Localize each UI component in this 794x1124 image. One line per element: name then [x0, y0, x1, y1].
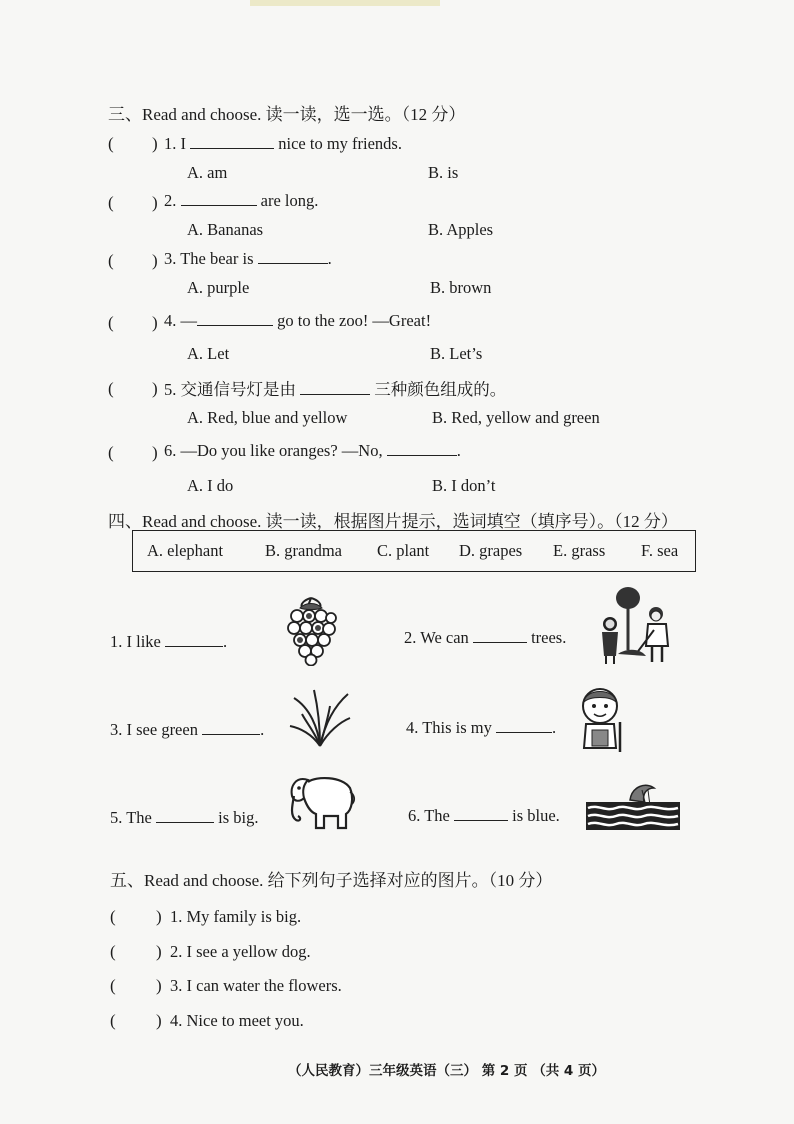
- answer-paren-open: (: [108, 134, 114, 153]
- question-text: 2.: [164, 191, 177, 210]
- word-option: E. grass: [553, 541, 606, 560]
- answer-blank[interactable]: [496, 718, 552, 733]
- answer-paren-open: (: [108, 313, 114, 332]
- question-text: go to the zoo! —Great!: [277, 311, 432, 330]
- grass-icon: [288, 688, 352, 748]
- answer-blank[interactable]: [156, 808, 214, 823]
- grapes-icon: [284, 596, 338, 666]
- picture-item-3: [110, 720, 264, 740]
- answer-paren-open: (: [110, 907, 116, 926]
- answer-blank[interactable]: [300, 380, 370, 395]
- option-b[interactable]: B. is: [428, 163, 459, 182]
- picture-item-5: [110, 808, 258, 828]
- answer-paren-close: ): [152, 313, 158, 332]
- answer-paren-open: (: [108, 193, 114, 212]
- item-text: 6. The: [408, 806, 450, 825]
- picture-item-2: [404, 628, 566, 648]
- section5-title: 五、Read and choose. 给下列句子选择对应的图片。（10 分）: [110, 871, 553, 890]
- answer-paren-close: ): [152, 251, 158, 270]
- item-text: .: [552, 718, 557, 737]
- answer-blank[interactable]: [202, 720, 260, 735]
- answer-paren-open: (: [108, 251, 114, 270]
- answer-blank[interactable]: [165, 632, 223, 647]
- item-text: is big.: [218, 808, 259, 827]
- answer-paren-open: (: [110, 942, 116, 961]
- match-item-1: 1. My family is big.: [170, 907, 302, 926]
- option-b[interactable]: B. I don’t: [432, 476, 496, 495]
- page-footer: （人民教育）三年级英语（三） 第 2 页 （共 4 页）: [288, 1063, 605, 1079]
- option-a[interactable]: A. am: [187, 163, 228, 182]
- answer-paren-close: ): [156, 1011, 162, 1030]
- sea-icon: [584, 780, 682, 832]
- question-text: 5. 交通信号灯是由: [164, 380, 296, 399]
- question-2: [164, 191, 318, 211]
- answer-blank[interactable]: [387, 441, 457, 456]
- answer-paren-close: ): [152, 134, 158, 153]
- question-text: .: [327, 249, 332, 268]
- answer-paren-close: ): [156, 942, 162, 961]
- answer-blank[interactable]: [473, 628, 527, 643]
- answer-paren-open: (: [108, 379, 114, 398]
- picture-item-4: [406, 718, 556, 738]
- match-item-4: 4. Nice to meet you.: [170, 1011, 304, 1030]
- answer-paren-open: (: [110, 976, 116, 995]
- question-text: 1. I: [164, 134, 186, 153]
- option-b[interactable]: B. Apples: [428, 220, 494, 239]
- option-b[interactable]: B. Let’s: [430, 344, 483, 363]
- item-text: trees.: [531, 628, 567, 647]
- item-text: .: [223, 632, 228, 651]
- word-bank-box: [132, 530, 696, 572]
- answer-paren-close: ): [152, 443, 158, 462]
- word-option: D. grapes: [459, 541, 523, 560]
- item-text: is blue.: [512, 806, 560, 825]
- answer-paren-close: ): [152, 379, 158, 398]
- option-b[interactable]: B. Red, yellow and green: [432, 408, 600, 427]
- word-option: F. sea: [641, 541, 679, 560]
- word-option: B. grandma: [265, 541, 342, 560]
- question-text: 4. —: [164, 311, 197, 330]
- question-text: 三种颜色组成的。: [374, 380, 507, 399]
- word-option: C. plant: [377, 541, 430, 560]
- answer-paren-open: (: [110, 1011, 116, 1030]
- picture-item-1: [110, 632, 227, 652]
- answer-paren-open: (: [108, 443, 114, 462]
- elephant-icon: [286, 770, 356, 832]
- question-text: nice to my friends.: [278, 134, 402, 153]
- section3-title: 三、Read and choose. 读一读，选一选。（12 分）: [108, 105, 466, 124]
- option-b[interactable]: B. brown: [430, 278, 492, 297]
- answer-paren-close: ): [156, 907, 162, 926]
- answer-paren-close: ): [156, 976, 162, 995]
- item-text: 1. I like: [110, 632, 161, 651]
- answer-blank[interactable]: [197, 311, 273, 326]
- answer-blank[interactable]: [190, 134, 274, 149]
- item-text: 2. We can: [404, 628, 469, 647]
- question-text: are long.: [260, 191, 319, 210]
- question-3: [164, 249, 332, 269]
- option-a[interactable]: A. purple: [187, 278, 250, 297]
- item-text: 5. The: [110, 808, 152, 827]
- picture-item-6: [408, 806, 560, 826]
- question-5: [164, 376, 506, 400]
- item-text: .: [260, 720, 265, 739]
- question-1: [164, 134, 402, 154]
- option-a[interactable]: A. Red, blue and yellow: [187, 408, 348, 427]
- option-a[interactable]: A. I do: [187, 476, 234, 495]
- match-item-2: 2. I see a yellow dog.: [170, 942, 311, 961]
- option-a[interactable]: A. Bananas: [187, 220, 264, 239]
- top-scan-mark: [250, 0, 440, 6]
- match-item-3: 3. I can water the flowers.: [170, 976, 342, 995]
- question-4: [164, 311, 431, 331]
- answer-paren-close: ): [152, 193, 158, 212]
- word-option: A. elephant: [147, 541, 224, 560]
- question-6: [164, 441, 461, 461]
- planting-trees-icon: [596, 584, 678, 666]
- grandma-icon: [576, 684, 628, 754]
- section4-title: 四、Read and choose. 读一读，根据图片提示，选词填空（填序号）。（12 分）: [108, 512, 678, 531]
- question-text: 6. —Do you like oranges? —No,: [164, 441, 383, 460]
- item-text: 4. This is my: [406, 718, 492, 737]
- answer-blank[interactable]: [258, 249, 328, 264]
- item-text: 3. I see green: [110, 720, 198, 739]
- question-text: 3. The bear is: [164, 249, 254, 268]
- answer-blank[interactable]: [181, 191, 257, 206]
- option-a[interactable]: A. Let: [187, 344, 230, 363]
- answer-blank[interactable]: [454, 806, 508, 821]
- question-text: .: [456, 441, 461, 460]
